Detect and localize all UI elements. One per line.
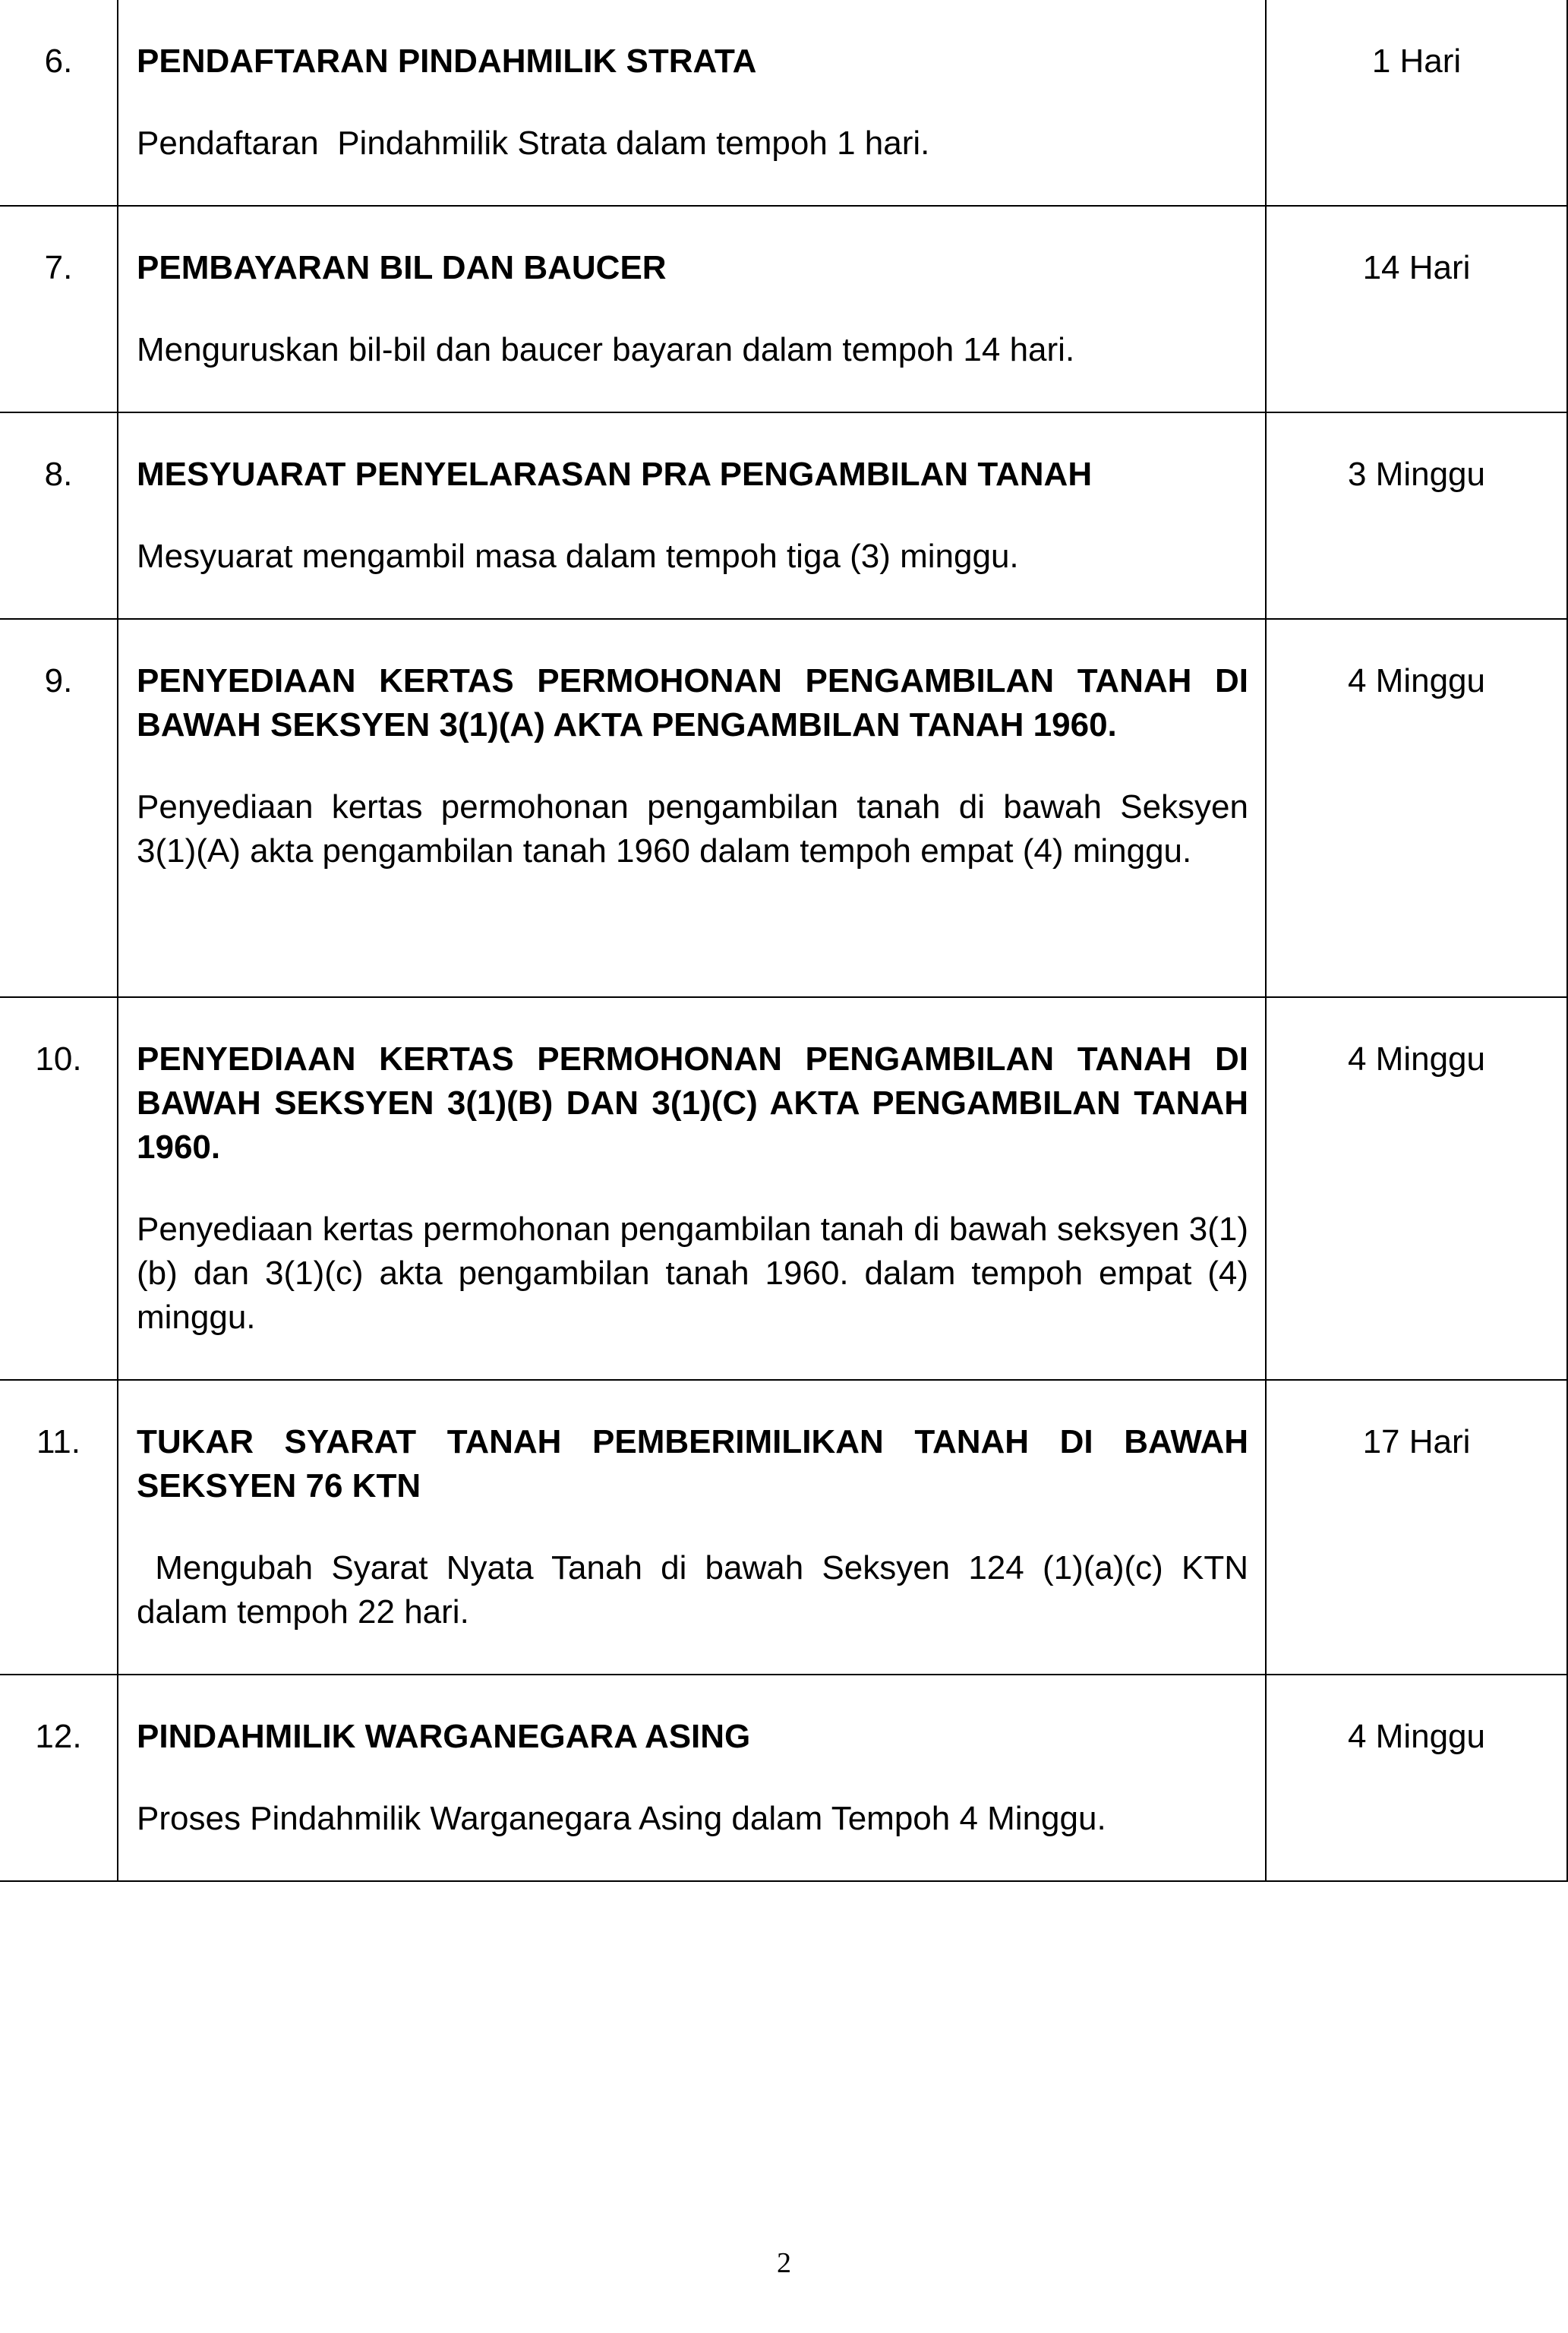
item-description: Mesyuarat mengambil masa dalam tempoh tiga (3) minggu. [137, 538, 1019, 575]
item-number: 7. [0, 206, 118, 412]
item-description: Penyediaan kertas permohonan pengambilan tanah di bawah Seksyen 3(1)(A) akta pengambilan tanah 1960 dalam tempoh empat (4) minggu. [137, 788, 1258, 870]
item-duration: 17 Hari [1266, 1380, 1567, 1675]
table-row [0, 0, 1567, 206]
item-title: PENYEDIAAN KERTAS PERMOHONAN PENGAMBILAN TANAH DI BAWAH SEKSYEN 3(1)(B) DAN 3(1)(C) AKTA PENGAMBILAN TANAH 1960. [137, 1040, 1248, 1166]
table-row [0, 619, 1567, 997]
item-description: Menguruskan bil-bil dan baucer bayaran dalam tempoh 14 hari. [137, 331, 1075, 368]
item-number: 12. [0, 1675, 118, 1881]
item-number: 11. [0, 1380, 118, 1675]
item-duration: 4 Minggu [1266, 1675, 1567, 1881]
item-description-cell [118, 1675, 1266, 1881]
item-description-cell [118, 412, 1266, 619]
table-row [0, 206, 1567, 412]
item-number: 9. [0, 619, 118, 997]
page-number: 2 [777, 2247, 791, 2279]
item-duration: 4 Minggu [1266, 619, 1567, 997]
item-description: Pendaftaran Pindahmilik Strata dalam tempoh 1 hari. [137, 125, 930, 162]
item-description: Penyediaan kertas permohonan pengambilan tanah di bawah seksyen 3(1)(b) dan 3(1)(c) akta pengambilan tanah 1960. dalam tempoh empat (4) minggu. [137, 1211, 1258, 1336]
item-title: PEMBAYARAN BIL DAN BAUCER [137, 249, 667, 286]
item-title: PENYEDIAAN KERTAS PERMOHONAN PENGAMBILAN TANAH DI BAWAH SEKSYEN 3(1)(A) AKTA PENGAMBILAN TANAH 1960. [137, 662, 1248, 743]
table-row [0, 1380, 1567, 1675]
item-title: PENDAFTARAN PINDAHMILIK STRATA [137, 43, 757, 80]
table-row [0, 1675, 1567, 1881]
item-description-cell [118, 1380, 1266, 1675]
item-duration: 4 Minggu [1266, 997, 1567, 1380]
item-number: 10. [0, 997, 118, 1380]
item-description-cell [118, 0, 1266, 206]
item-duration: 14 Hari [1266, 206, 1567, 412]
item-number: 8. [0, 412, 118, 619]
item-description: Mengubah Syarat Nyata Tanah di bawah Seksyen 124 (1)(a)(c) KTN dalam tempoh 22 hari. [137, 1549, 1258, 1631]
item-description-cell [118, 997, 1266, 1380]
item-title: TUKAR SYARAT TANAH PEMBERIMILIKAN TANAH DI BAWAH SEKSYEN 76 KTN [137, 1423, 1248, 1504]
item-title: MESYUARAT PENYELARASAN PRA PENGAMBILAN TANAH [137, 456, 1093, 493]
item-title: PINDAHMILIK WARGANEGARA ASING [137, 1718, 751, 1755]
item-description-cell [118, 619, 1266, 997]
item-number: 6. [0, 0, 118, 206]
table-row [0, 997, 1567, 1380]
item-description-cell [118, 206, 1266, 412]
table-row [0, 412, 1567, 619]
item-duration: 3 Minggu [1266, 412, 1567, 619]
item-duration: 1 Hari [1266, 0, 1567, 206]
item-description: Proses Pindahmilik Warganegara Asing dalam Tempoh 4 Minggu. [137, 1800, 1106, 1837]
